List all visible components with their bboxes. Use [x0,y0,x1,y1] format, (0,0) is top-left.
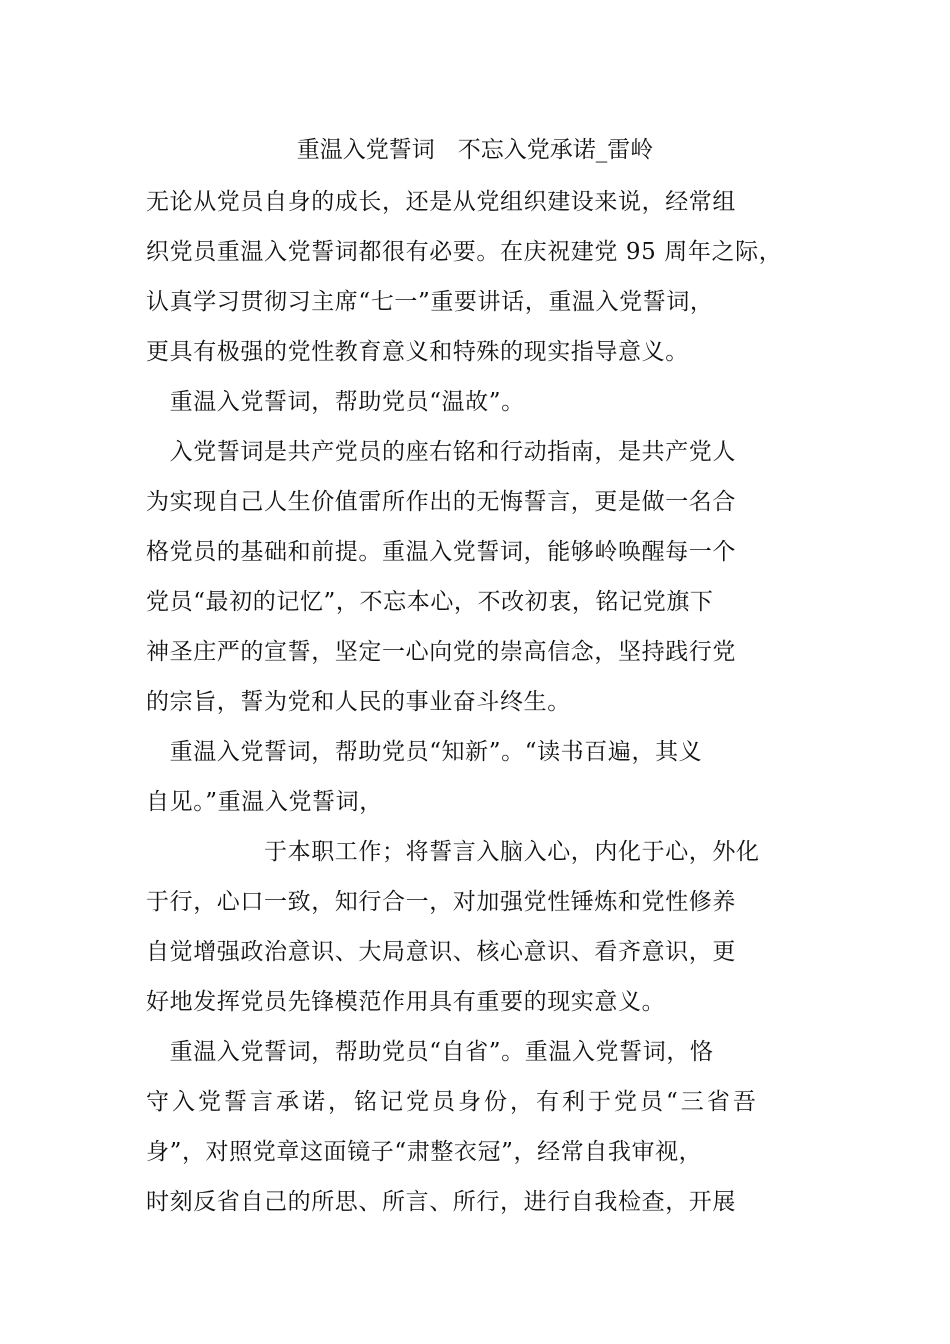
section-heading-line: 重温入党誓词，帮助党员“知新”。“读书百遍，其义 [146,739,703,765]
paragraph-line: 身”，对照党章这面镜子“肃整衣冠”，经常自我审视， [146,1139,703,1165]
paragraph-line: 党员“最初的记忆”，不忘本心，不改初衷，铭记党旗下 [146,589,714,615]
paragraph-line: 好地发挥党员先锋模范作用具有重要的现实意义。 [146,989,666,1015]
paragraph-line: 时刻反省自己的所思、所言、所行，进行自我检查，开展 [146,1189,736,1215]
paragraph-line: 格党员的基础和前提。重温入党誓词，能够岭唤醒每一个 [146,539,736,565]
paragraph-line: 更具有极强的党性教育意义和特殊的现实指导意义。 [146,339,689,365]
paragraph-line: 的宗旨，誓为党和人民的事业奋斗终生。 [146,689,571,715]
paragraph-line: 为实现自己人生价值雷所作出的无悔誓言，更是做一名合 [146,489,736,515]
paragraph-line: 认真学习贯彻习主席“七一”重要讲话，重温入党誓词， [146,289,714,315]
section-heading-line: 重温入党誓词，帮助党员“温故”。 [146,389,525,415]
paragraph-line: 无论从党员自身的成长，还是从党组织建设来说，经常组 [146,189,736,215]
paragraph-line: 自见。”重温入党誓词， [146,789,383,815]
paragraph-line: 自觉增强政治意识、大局意识、核心意识、看齐意识，更 [146,939,736,965]
paragraph-line: 于行，心口一致，知行合一，对加强党性锤炼和党性修养 [146,889,736,915]
paragraph-line: 入党誓词是共产党员的座右铭和行动指南，是共产党人 [146,439,736,465]
paragraph-line: 神圣庄严的宣誓，坚定一心向党的崇高信念，坚持践行党 [146,639,736,665]
paragraph-line: 织党员重温入党誓词都很有必要。在庆祝建党 95 周年之际， [146,239,783,265]
section-heading-line: 重温入党誓词，帮助党员“自省”。重温入党誓词，恪 [146,1039,714,1065]
document-title: 重温入党誓词 不忘入党承诺_雷岭 [296,137,654,163]
paragraph-line: 守入党誓言承诺，铭记党员身份，有利于党员“三省吾 [146,1089,759,1115]
paragraph-line: 于本职工作；将誓言入脑入心，内化于心，外化 [146,839,760,865]
